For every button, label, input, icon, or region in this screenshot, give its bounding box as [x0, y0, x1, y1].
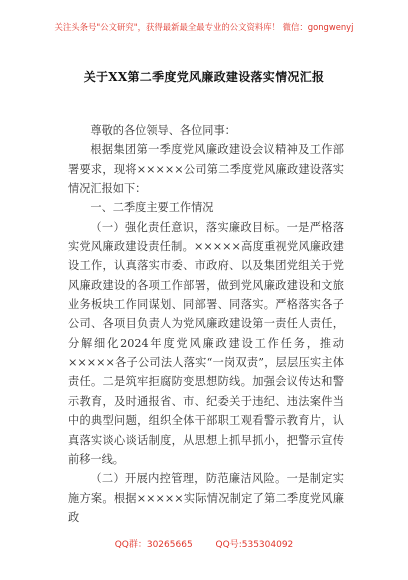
- footer-qq-number: QQ号:535304092: [215, 540, 294, 550]
- document-title: 关于XX第二季度党风廉政建设落实情况汇报: [83, 70, 325, 84]
- header-promo-text: 关注头条号"公文研究"，获得最新最全最专业的公文资料库！ 微信：gongwenyj: [54, 22, 354, 32]
- footer-contact: [0, 537, 408, 550]
- body-paragraph: （二）开展内控管理，防范廉洁风险。一是制定实施方案。根据×××××实际情况制定了第二季度党风廉政: [68, 472, 344, 524]
- document-body: [68, 121, 344, 527]
- footer-qq-group: QQ群：30265665: [114, 540, 193, 550]
- section-heading: 一、二季度主要工作情况: [90, 201, 214, 215]
- body-paragraph: （一）强化责任意识，落实廉政目标。一是严格落实党风廉政建设责任制。×××××高度重视党风廉政建设工作，认真落实市委、市政府、以及集团党组关于党风廉政建设的各项工作部署，做到党风廉政建设和文旅业务板块工作同谋划、同部署、同落实。严格落实各子公司、各项目负责人为党风廉政建设第一责任人责任，分解细化2024年度党风廉政建设工作任务，推动×××××各子公司法人落实“一岗双责”，层层压实主体责任。二是筑牢拒腐防变思想防线。加强会议传达和警示教育，及时通报省、市、纪委关于违纪、违法案件当中的典型问题，组织全体干部职工观看警示教育片，认真落实谈心谈话制度，从思想上抓早抓小，把警示宣传前移一线。: [68, 220, 344, 466]
- salutation: 尊敬的各位领导、各位同事：: [90, 124, 236, 137]
- intro-paragraph: 根据集团第一季度党风廉政建设会议精神及工作部署要求，现将×××××公司第二季度党风廉政建设落实情况汇报如下：: [68, 143, 344, 196]
